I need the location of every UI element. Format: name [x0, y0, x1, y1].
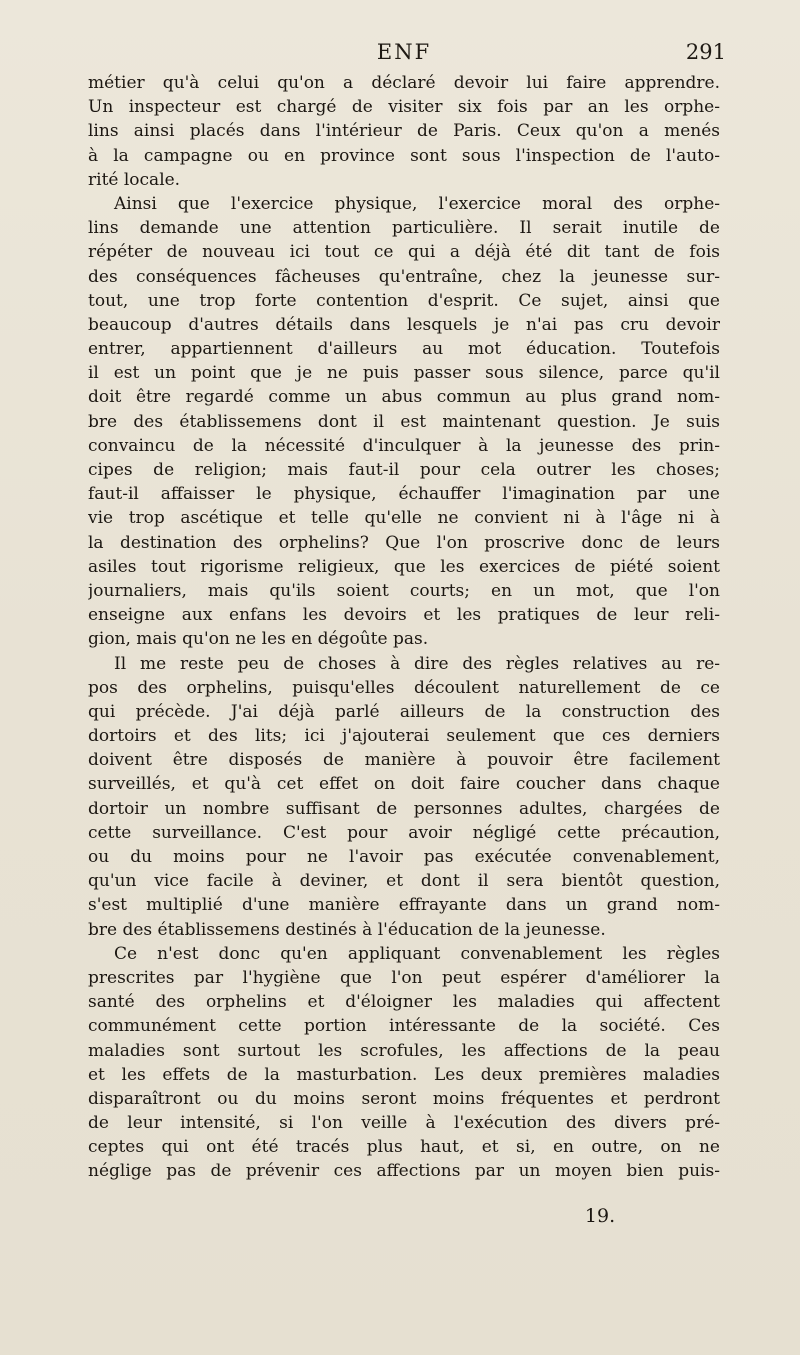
text-line: Ainsi que l'exercice physique, l'exercice moral des orphe- [114, 193, 720, 214]
text-line: cette surveillance. C'est pour avoir négligé cette précaution, [88, 822, 720, 843]
body-text [88, 71, 720, 1184]
paragraph-4 [88, 942, 720, 1184]
text-line: lins ainsi placés dans l'intérieur de Paris. Ceux qu'on a menés [88, 121, 720, 142]
text-line: dortoir un nombre suffisant de personnes adultes, chargées de [88, 798, 720, 819]
paragraph-1 [88, 71, 720, 192]
text-line: il est un point que je ne puis passer sous silence, parce qu'il [88, 363, 720, 384]
text-line: tout, une trop forte contention d'esprit. Ce sujet, ainsi que [88, 290, 720, 311]
paragraph-3 [88, 652, 720, 942]
text-line: la destination des orphelins? Que l'on proscrive donc de leurs [88, 532, 720, 553]
text-line: faut-il affaisser le physique, échauffer l'imagination par une [88, 484, 720, 505]
text-line: métier qu'à celui qu'on a déclaré devoir lui faire apprendre. [88, 73, 720, 93]
running-head [88, 40, 726, 70]
text-line: qu'un vice facile à deviner, et dont il sera bientôt question, [88, 871, 720, 892]
text-line: doit être regardé comme un abus commun au plus grand nom- [88, 387, 720, 408]
text-line: communément cette portion intéressante de la société. Ces [88, 1016, 720, 1037]
text-line: convaincu de la nécessité d'inculquer à la jeunesse des prin- [88, 435, 720, 456]
text-line: beaucoup d'autres détails dans lesquels je n'ai pas cru devoir [88, 314, 720, 335]
text-line: doivent être disposés de manière à pouvoir être facilement [88, 750, 720, 771]
text-line: et les effets de la masturbation. Les deux premières maladies [88, 1064, 720, 1085]
text-line: Un inspecteur est chargé de visiter six fois par an les orphe- [88, 97, 720, 118]
text-line: surveillés, et qu'à cet effet on doit faire coucher dans chaque [88, 774, 720, 795]
page-number: 291 [685, 40, 726, 64]
text-line: santé des orphelins et d'éloigner les maladies qui affectent [88, 992, 720, 1013]
text-line: de leur intensité, si l'on veille à l'exécution des divers pré- [88, 1113, 720, 1134]
text-line: lins demande une attention particulière. Il serait inutile de [88, 218, 720, 239]
text-line: enseigne aux enfans les devoirs et les pratiques de leur reli- [88, 605, 720, 626]
text-line: maladies sont surtout les scrofules, les affections de la peau [88, 1040, 720, 1061]
text-line: Ce n'est donc qu'en appliquant convenablement les règles [114, 943, 720, 964]
text-line: s'est multiplié d'une manière effrayante dans un grand nom- [88, 895, 720, 916]
text-line: pos des orphelins, puisqu'elles découlent naturellement de ce [88, 677, 720, 698]
text-line: qui précède. J'ai déjà parlé ailleurs de la construction des [88, 701, 720, 722]
running-title: ENF [376, 40, 432, 64]
text-line: bre des établissemens destinés à l'éducation de la jeunesse. [88, 919, 606, 940]
text-line: néglige pas de prévenir ces affections par un moyen bien puis- [88, 1161, 720, 1182]
text-line: gion, mais qu'on ne les en dégoûte pas. [88, 629, 429, 650]
text-line: à la campagne ou en province sont sous l'inspection de l'auto- [88, 145, 720, 166]
text-line: cipes de religion; mais faut-il pour cela outrer les choses; [88, 460, 720, 480]
text-line: rité locale. [88, 169, 181, 190]
text-line: ou du moins pour ne l'avoir pas exécutée convenablement, [88, 847, 720, 867]
text-line: disparaîtront ou du moins seront moins fréquentes et perdront [88, 1088, 720, 1109]
text-line: Il me reste peu de choses à dire des règles relatives au re- [114, 653, 720, 674]
text-line: répéter de nouveau ici tout ce qui a déjà été dit tant de fois [88, 242, 720, 263]
text-line: entrer, appartiennent d'ailleurs au mot éducation. Toutefois [88, 339, 720, 360]
text-line: journaliers, mais qu'ils soient courts; en un mot, que l'on [88, 580, 720, 601]
text-line: vie trop ascétique et telle qu'elle ne convient ni à l'âge ni à [88, 508, 720, 529]
text-line: dortoirs et des lits; ici j'ajouterai seulement que ces derniers [88, 726, 720, 747]
text-line: prescrites par l'hygiène que l'on peut espérer d'améliorer la [88, 967, 720, 988]
signature-mark: 19. [584, 1205, 616, 1227]
text-line: bre des établissemens dont il est maintenant question. Je suis [88, 411, 720, 432]
text-line: des conséquences fâcheuses qu'entraîne, chez la jeunesse sur- [88, 266, 720, 287]
text-line: asiles tout rigorisme religieux, que les exercices de piété soient [88, 556, 720, 577]
text-line: ceptes qui ont été tracés plus haut, et si, en outre, on ne [88, 1137, 720, 1158]
paragraph-2 [88, 192, 720, 652]
